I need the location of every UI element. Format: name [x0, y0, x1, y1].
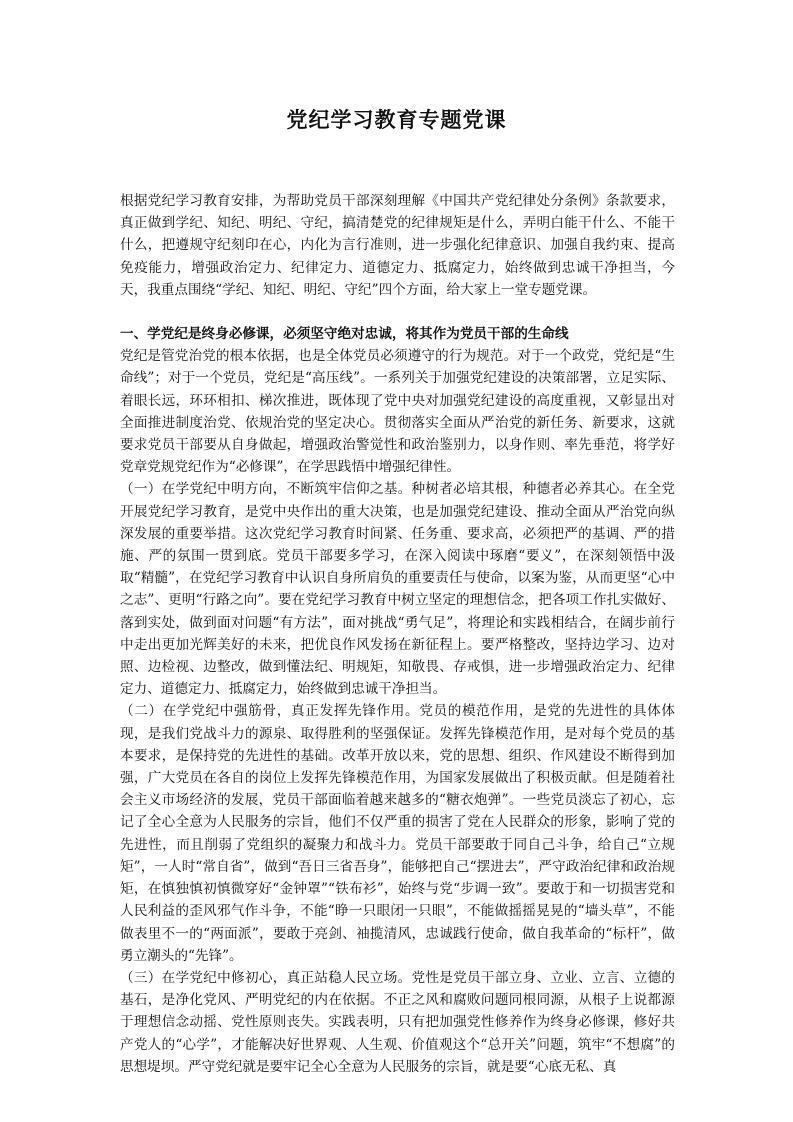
intro-paragraph: 根据党纪学习教育安排，为帮助党员干部深刻理解《中国共产党纪律处分条例》条款要求，真正做到学纪、知纪、明纪、守纪，搞清楚党的纪律规矩是什么，弄明白能干什么、不能干什么，把遵规守纪刻印在心，内化为言行准则，进一步强化纪律意识、加强自我约束、提高免疫能力，增强政治定力、纪律定力、道德定力、抵腐定力，始终做到忠诚干净担当，今天，我重点围绕“学纪、知纪、明纪、守纪”四个方面，给大家上一堂专题党课。 — [120, 193, 675, 298]
document-title: 党纪学习教育专题党课 — [286, 107, 507, 132]
body-paragraph: 党纪是管党治党的根本依据，也是全体党员必须遵守的行为规范。对于一个政党，党纪是“生命线”；对于一个党员，党纪是“高压线”。一系列关于加强党纪建设的决策部署，立足实际、着眼长远，环环相扣、梯次推进，既体现了党中央对加强党纪建设的高度重视，又彰显出对全面推进制度治党、依规治党的坚定决心。贯彻落实全面从严治党的新任务、新要求，这就要求党员干部要从自身做起，增强政治警觉性和政治鉴别力，以身作则、率先垂范，将学好党章党规党纪作为“必修课”，在学思践悟中增强纪律性。 — [120, 348, 675, 476]
subsection-paragraph-2: （二）在学党纪中强筋骨，真正发挥先锋作用。党员的模范作用，是党的先进性的具体体现，是我们党战斗力的源泉、取得胜利的坚强保证。发挥先锋模范作用，是对每个党员的基本要求，是保持党的先进性的基础。改革开放以来，党的思想、组织、作风建设不断得到加强，广大党员在各自的岗位上发挥先锋模范作用，为国家发展做出了积极贡献。但是随着社会主义市场经济的发展，党员干部面临着越来越多的“糖衣炮弹”。一些党员淡忘了初心，忘记了全心全意为人民服务的宗旨，他们不仅严重的损害了党在人民群众的形象，影响了党的先进性，而且削弱了党组织的凝聚力和战斗力。党员干部要敢于同自己斗争，给自己“立规矩”，一人时“常自省”，做到“吾日三省吾身”，能够把自己“摆进去”，严守政治纪律和政治规矩，在慎独慎初慎微穿好“金钟罩”“铁布衫”，始终与党“步调一致”。要敢于和一切损害党和人民利益的歪风邪气作斗争，不能“睁一只眼闭一只眼”，不能做摇摇晃晃的“墙头草”，不能做表里不一的“两面派”，要敢于亮剑、袖揽清风，忠诚践行使命，做自我革命的“标杆”，做勇立潮头的“先锋”。 — [120, 703, 675, 964]
subsection-paragraph-1: （一）在学党纪中明方向，不断筑牢信仰之基。种树者必培其根，种德者必养其心。在全党开展党纪学习教育，是党中央作出的重大决策，也是加强党纪建设、推动全面从严治党向纵深发展的重要举措。这次党纪学习教育时间紧、任务重、要求高，必须把严的基调、严的措施、严的氛围一贯到底。党员干部要多学习，在深入阅读中琢磨“要义”，在深刻领悟中汲取“精髓”，在党纪学习教育中认识自身所肩负的重要责任与使命，以案为鉴，从而更坚“心中之志”、更明“行路之向”。要在党纪学习教育中树立坚定的理想信念，把各项工作扎实做好、落到实处，做到面对问题“有方法”，面对挑战“勇气足”，将理论和实践相结合，在阔步前行中走出更加光辉美好的未来，把优良作风发扬在新征程上。要严格整改，坚持边学习、边对照、边检视、边整改，做到懂法纪、明规矩，知敬畏、存戒惧，进一步增强政治定力、纪律定力、道德定力、抵腐定力，始终做到忠诚干净担当。 — [120, 481, 675, 698]
subsection-paragraph-3: （三）在学党纪中修初心，真正站稳人民立场。党性是党员干部立身、立业、立言、立德的基石，是净化党风、严明党纪的内在依据。不正之风和腐败问题同根同源，从根子上说都源于理想信念动摇、党性原则丧失。实践表明，只有把加强党性修养作为终身必修课，修好共产党人的“心学”，才能解决好世界观、人生观、价值观这个“总开关”问题，筑牢“不想腐”的思想堤坝。严守党纪就是要牢记全心全意为人民服务的宗旨，就是要“心底无私、真 — [120, 969, 675, 1075]
document-body — [120, 190, 675, 1078]
section-heading-1: 一、学党纪是终身必修课，必须坚守绝对忠诚，将其作为党员干部的生命线 — [120, 326, 569, 343]
